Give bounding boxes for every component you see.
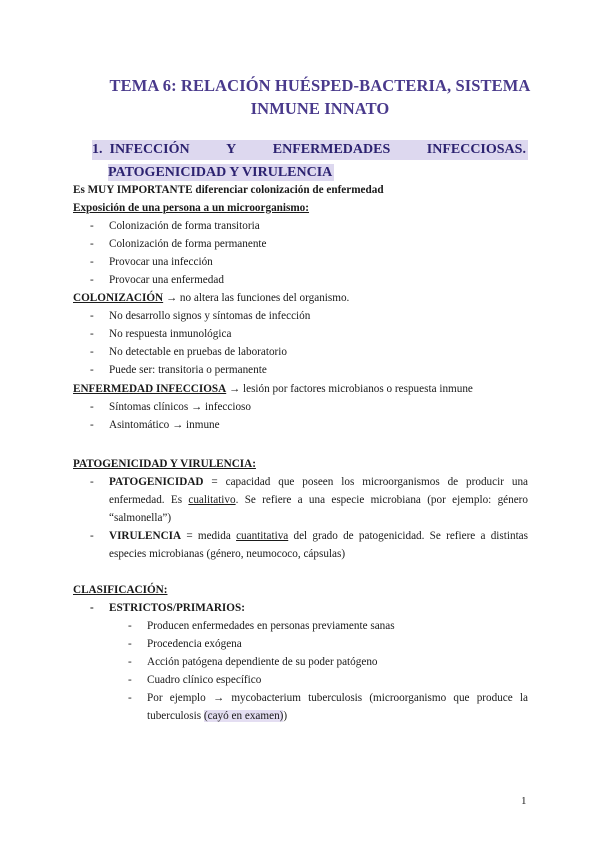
patogenicidad-text	[109, 473, 528, 527]
section-number: 1.	[92, 142, 103, 157]
section-number-and-word	[92, 140, 190, 160]
title-line-1: TEMA 6: RELACIÓN HUÉSPED-BACTERIA, SISTEMA	[109, 76, 531, 95]
list-item-text: Colonización de forma transitoria	[109, 220, 260, 232]
section-heading-line-2: PATOGENICIDAD Y VIRULENCIA	[108, 165, 333, 180]
section-heading-row-2	[92, 163, 528, 183]
list-item-text: Puede ser: transitoria o permanente	[109, 364, 267, 376]
colonizacion-text: → no altera las funciones del organismo.	[163, 292, 350, 304]
virulencia-underlined: cuantitativa	[236, 530, 289, 542]
enfermedad-text: → lesión por factores microbianos o respuesta inmune	[226, 383, 473, 395]
intro-text: Es MUY IMPORTANTE diferenciar colonización de enfermedad	[73, 184, 384, 196]
section-word-4: INFECCIOSAS.	[426, 142, 526, 157]
patogenicidad-text-b: . Se refiere a una especie microbiana (por ejemplo: género “salmonella”)	[109, 494, 529, 524]
example-text-b: )	[283, 710, 288, 722]
patogenicidad-underlined: cualitativo	[188, 494, 236, 506]
colonizacion-line	[73, 289, 349, 307]
patogenicidad-heading: PATOGENICIDAD Y VIRULENCIA:	[73, 458, 256, 470]
title-line-2: INMUNE INNATO	[250, 99, 390, 118]
virulencia-term: VIRULENCIA	[109, 530, 182, 542]
list-item-text: Acción patógena dependiente de su poder patógeno	[147, 656, 378, 668]
list-item-text: Procedencia exógena	[147, 638, 242, 650]
section-heading	[92, 140, 528, 183]
section-word-3: ENFERMEDADES	[272, 142, 391, 157]
clasificacion-sub-text: ESTRICTOS/PRIMARIOS:	[109, 602, 245, 614]
document-title	[90, 74, 550, 120]
list-item-text: Cuadro clínico específico	[147, 674, 262, 686]
example-text	[147, 689, 528, 725]
list-item-text: Provocar una enfermedad	[109, 274, 224, 286]
list-item-text: No respuesta inmunológica	[109, 328, 232, 340]
list-item-text: Colonización de forma permanente	[109, 238, 267, 250]
virulencia-text-a: = medida	[181, 530, 237, 542]
colonizacion-term: COLONIZACIÓN	[73, 292, 164, 304]
clasificacion-heading: CLASIFICACIÓN:	[73, 584, 168, 596]
list-item-text: No detectable en pruebas de laboratorio	[109, 346, 287, 358]
list-item-text: No desarrollo signos y síntomas de infección	[109, 310, 311, 322]
list-item-text: Provocar una infección	[109, 256, 213, 268]
virulencia-text	[109, 527, 528, 563]
list-item-text: Síntomas clínicos → infeccioso	[109, 401, 251, 413]
patogenicidad-term: PATOGENICIDAD	[109, 476, 204, 488]
section-heading-row-1	[92, 140, 528, 160]
patogenicidad-text-a: = capacidad que poseen los microorganismos de producir una enfermedad. Es	[109, 476, 528, 506]
enfermedad-term: ENFERMEDAD INFECCIOSA	[73, 383, 227, 395]
section-word-1: INFECCIÓN	[109, 142, 190, 157]
page-number: 1	[521, 795, 527, 807]
exposure-heading: Exposición de una persona a un microorganismo:	[73, 202, 310, 214]
list-item-text: Producen enfermedades en personas previamente sanas	[147, 620, 395, 632]
section-word-2: Y	[226, 142, 237, 157]
list-item-text: Asintomático → inmune	[109, 419, 220, 431]
example-text-a: Por ejemplo → mycobacterium tuberculosis (microorganismo que produce la tuberculosis	[147, 692, 528, 722]
virulencia-text-b: del grado de patogenicidad. Se refiere a distintas especies microbianas (género, neumococo, cápsulas)	[109, 530, 528, 560]
exam-highlight: (cayó en examen)	[203, 710, 284, 722]
enfermedad-line	[73, 380, 473, 398]
